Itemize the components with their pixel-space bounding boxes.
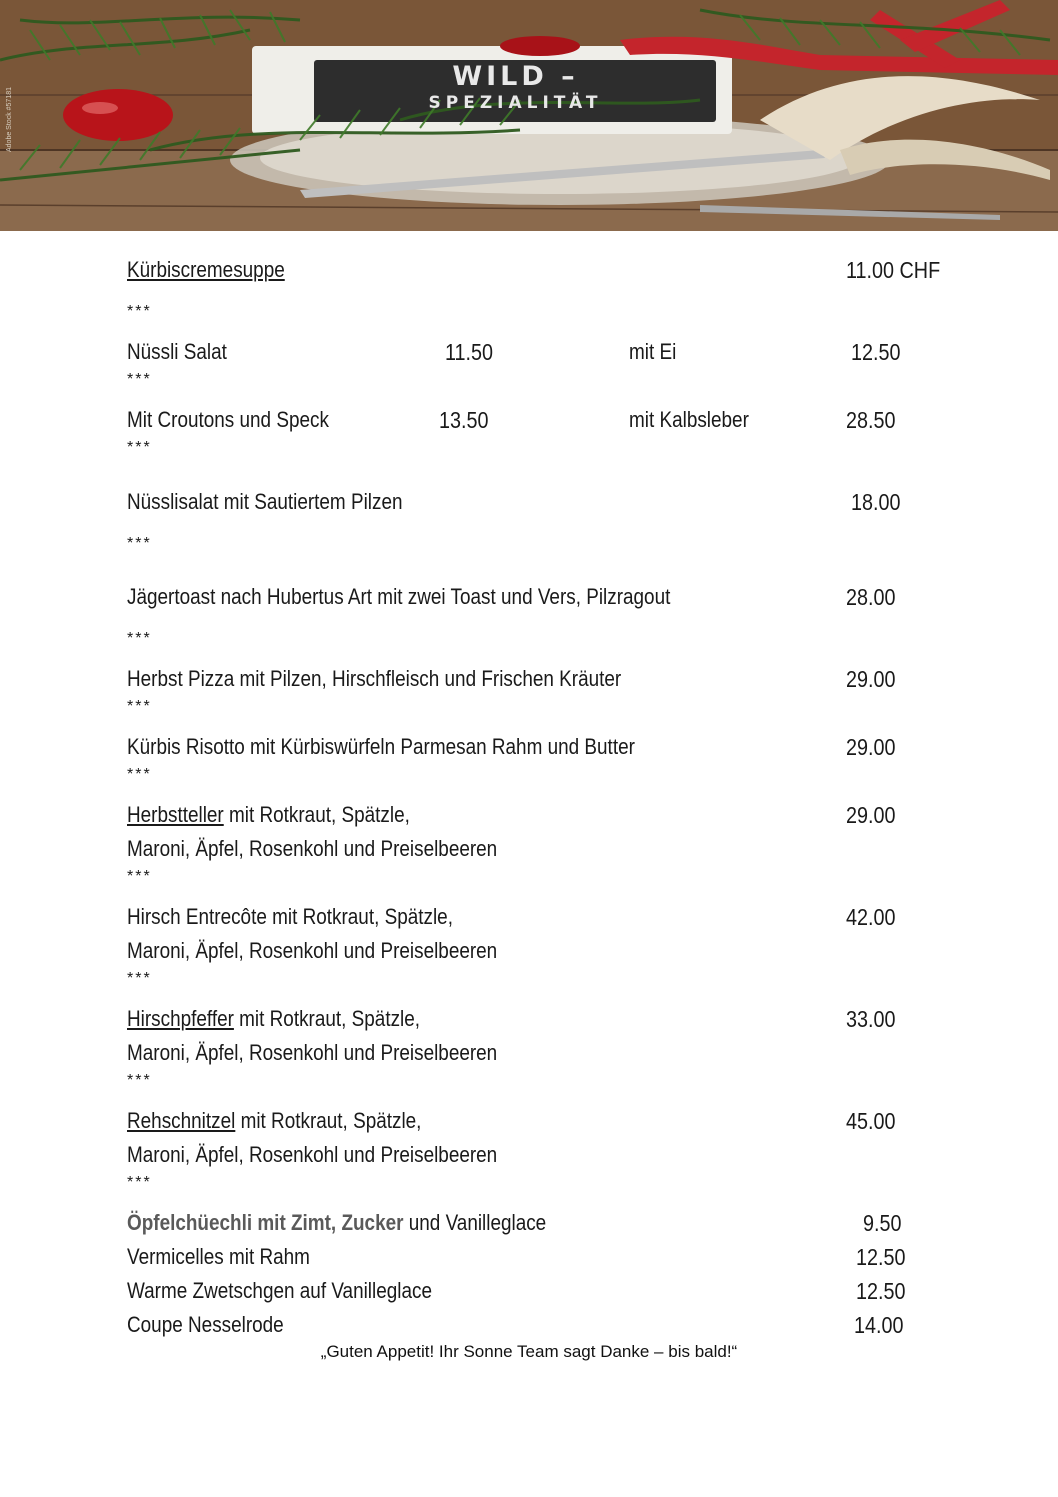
dessert-3-price: 12.50	[856, 1278, 906, 1304]
main-3-price: 29.00	[846, 734, 896, 760]
main-6-price: 33.00	[846, 1006, 896, 1032]
header-photo	[0, 0, 1058, 231]
separator: ***	[127, 970, 152, 987]
salad-1-price: 11.50	[445, 339, 494, 365]
separator: ***	[127, 535, 152, 552]
salad-3-name: Nüsslisalat mit Sautiertem Pilzen	[127, 489, 403, 514]
sign-line-1: WILD –	[452, 61, 579, 92]
separator: ***	[127, 1072, 152, 1089]
main-5-name: Hirsch Entrecôte mit Rotkraut, Spätzle,	[127, 904, 453, 929]
main-5-price: 42.00	[846, 904, 896, 930]
salad-2-name: Mit Croutons und Speck	[127, 407, 329, 432]
main-4-line2: Maroni, Äpfel, Rosenkohl und Preiselbeeren	[127, 836, 498, 861]
separator: ***	[127, 1174, 152, 1191]
dessert-3-name: Warme Zwetschgen auf Vanilleglace	[127, 1278, 432, 1303]
main-6-line2: Maroni, Äpfel, Rosenkohl und Preiselbeeren	[127, 1040, 498, 1065]
main-3-name: Kürbis Risotto mit Kürbiswürfeln Parmesan Rahm und Butter	[127, 734, 635, 759]
main-7-line2: Maroni, Äpfel, Rosenkohl und Preiselbeeren	[127, 1142, 498, 1167]
salad-2-price: 13.50	[439, 407, 489, 433]
main-7-price: 45.00	[846, 1108, 896, 1134]
main-1-price: 28.00	[846, 584, 896, 610]
separator: ***	[127, 439, 152, 456]
salad-3-price: 18.00	[851, 489, 901, 515]
separator: ***	[127, 868, 152, 885]
dessert-2-name: Vermicelles mit Rahm	[127, 1244, 310, 1269]
main-4-title: Herbstteller	[127, 802, 224, 827]
footer-note: „Guten Appetit! Ihr Sonne Team sagt Danke – bis bald!“	[320, 1342, 738, 1361]
dessert-2-price: 12.50	[856, 1244, 906, 1270]
main-4-price: 29.00	[846, 802, 896, 828]
salad-1-option-price: 12.50	[851, 339, 901, 365]
main-7-desc: mit Rotkraut, Spätzle,	[235, 1108, 422, 1133]
dessert-4-name: Coupe Nesselrode	[127, 1312, 284, 1337]
main-6-desc: mit Rotkraut, Spätzle,	[233, 1006, 421, 1031]
soup-name: Kürbiscremesuppe	[127, 257, 285, 282]
main-5-line2: Maroni, Äpfel, Rosenkohl und Preiselbeeren	[127, 938, 498, 963]
dessert-4-price: 14.00	[854, 1312, 904, 1338]
salad-1-option: mit Ei	[629, 339, 677, 364]
salad-2-option-price: 28.50	[846, 407, 896, 433]
main-6-title: Hirschpfeffer	[127, 1006, 234, 1031]
separator: ***	[127, 303, 152, 320]
main-1-name: Jägertoast nach Hubertus Art mit zwei Toast und Vers, Pilzragout	[127, 584, 671, 609]
main-4-name	[127, 802, 410, 828]
dessert-1-bold: Öpfelchüechli mit Zimt, Zucker	[127, 1210, 404, 1235]
sign-line-2: SPEZIALITÄT	[428, 93, 603, 113]
separator: ***	[127, 766, 152, 783]
separator: ***	[127, 698, 152, 715]
sign-text	[318, 62, 713, 120]
main-7-name	[127, 1108, 421, 1134]
salad-2-option: mit Kalbsleber	[629, 407, 749, 432]
main-2-name: Herbst Pizza mit Pilzen, Hirschfleisch und Frischen Kräuter	[127, 666, 622, 691]
photo-credit: Adobe Stock #57181	[6, 87, 13, 152]
dessert-1-price: 9.50	[863, 1210, 902, 1236]
dessert-1-rest: und Vanilleglace	[403, 1210, 547, 1235]
salad-1-name: Nüssli Salat	[127, 339, 227, 364]
soup-price: 11.00 CHF	[846, 257, 941, 283]
main-4-desc: mit Rotkraut, Spätzle,	[223, 802, 410, 827]
dessert-1-name	[127, 1210, 546, 1236]
separator: ***	[127, 371, 152, 388]
separator: ***	[127, 630, 152, 647]
main-7-title: Rehschnitzel	[127, 1108, 236, 1133]
main-2-price: 29.00	[846, 666, 896, 692]
main-6-name	[127, 1006, 420, 1032]
